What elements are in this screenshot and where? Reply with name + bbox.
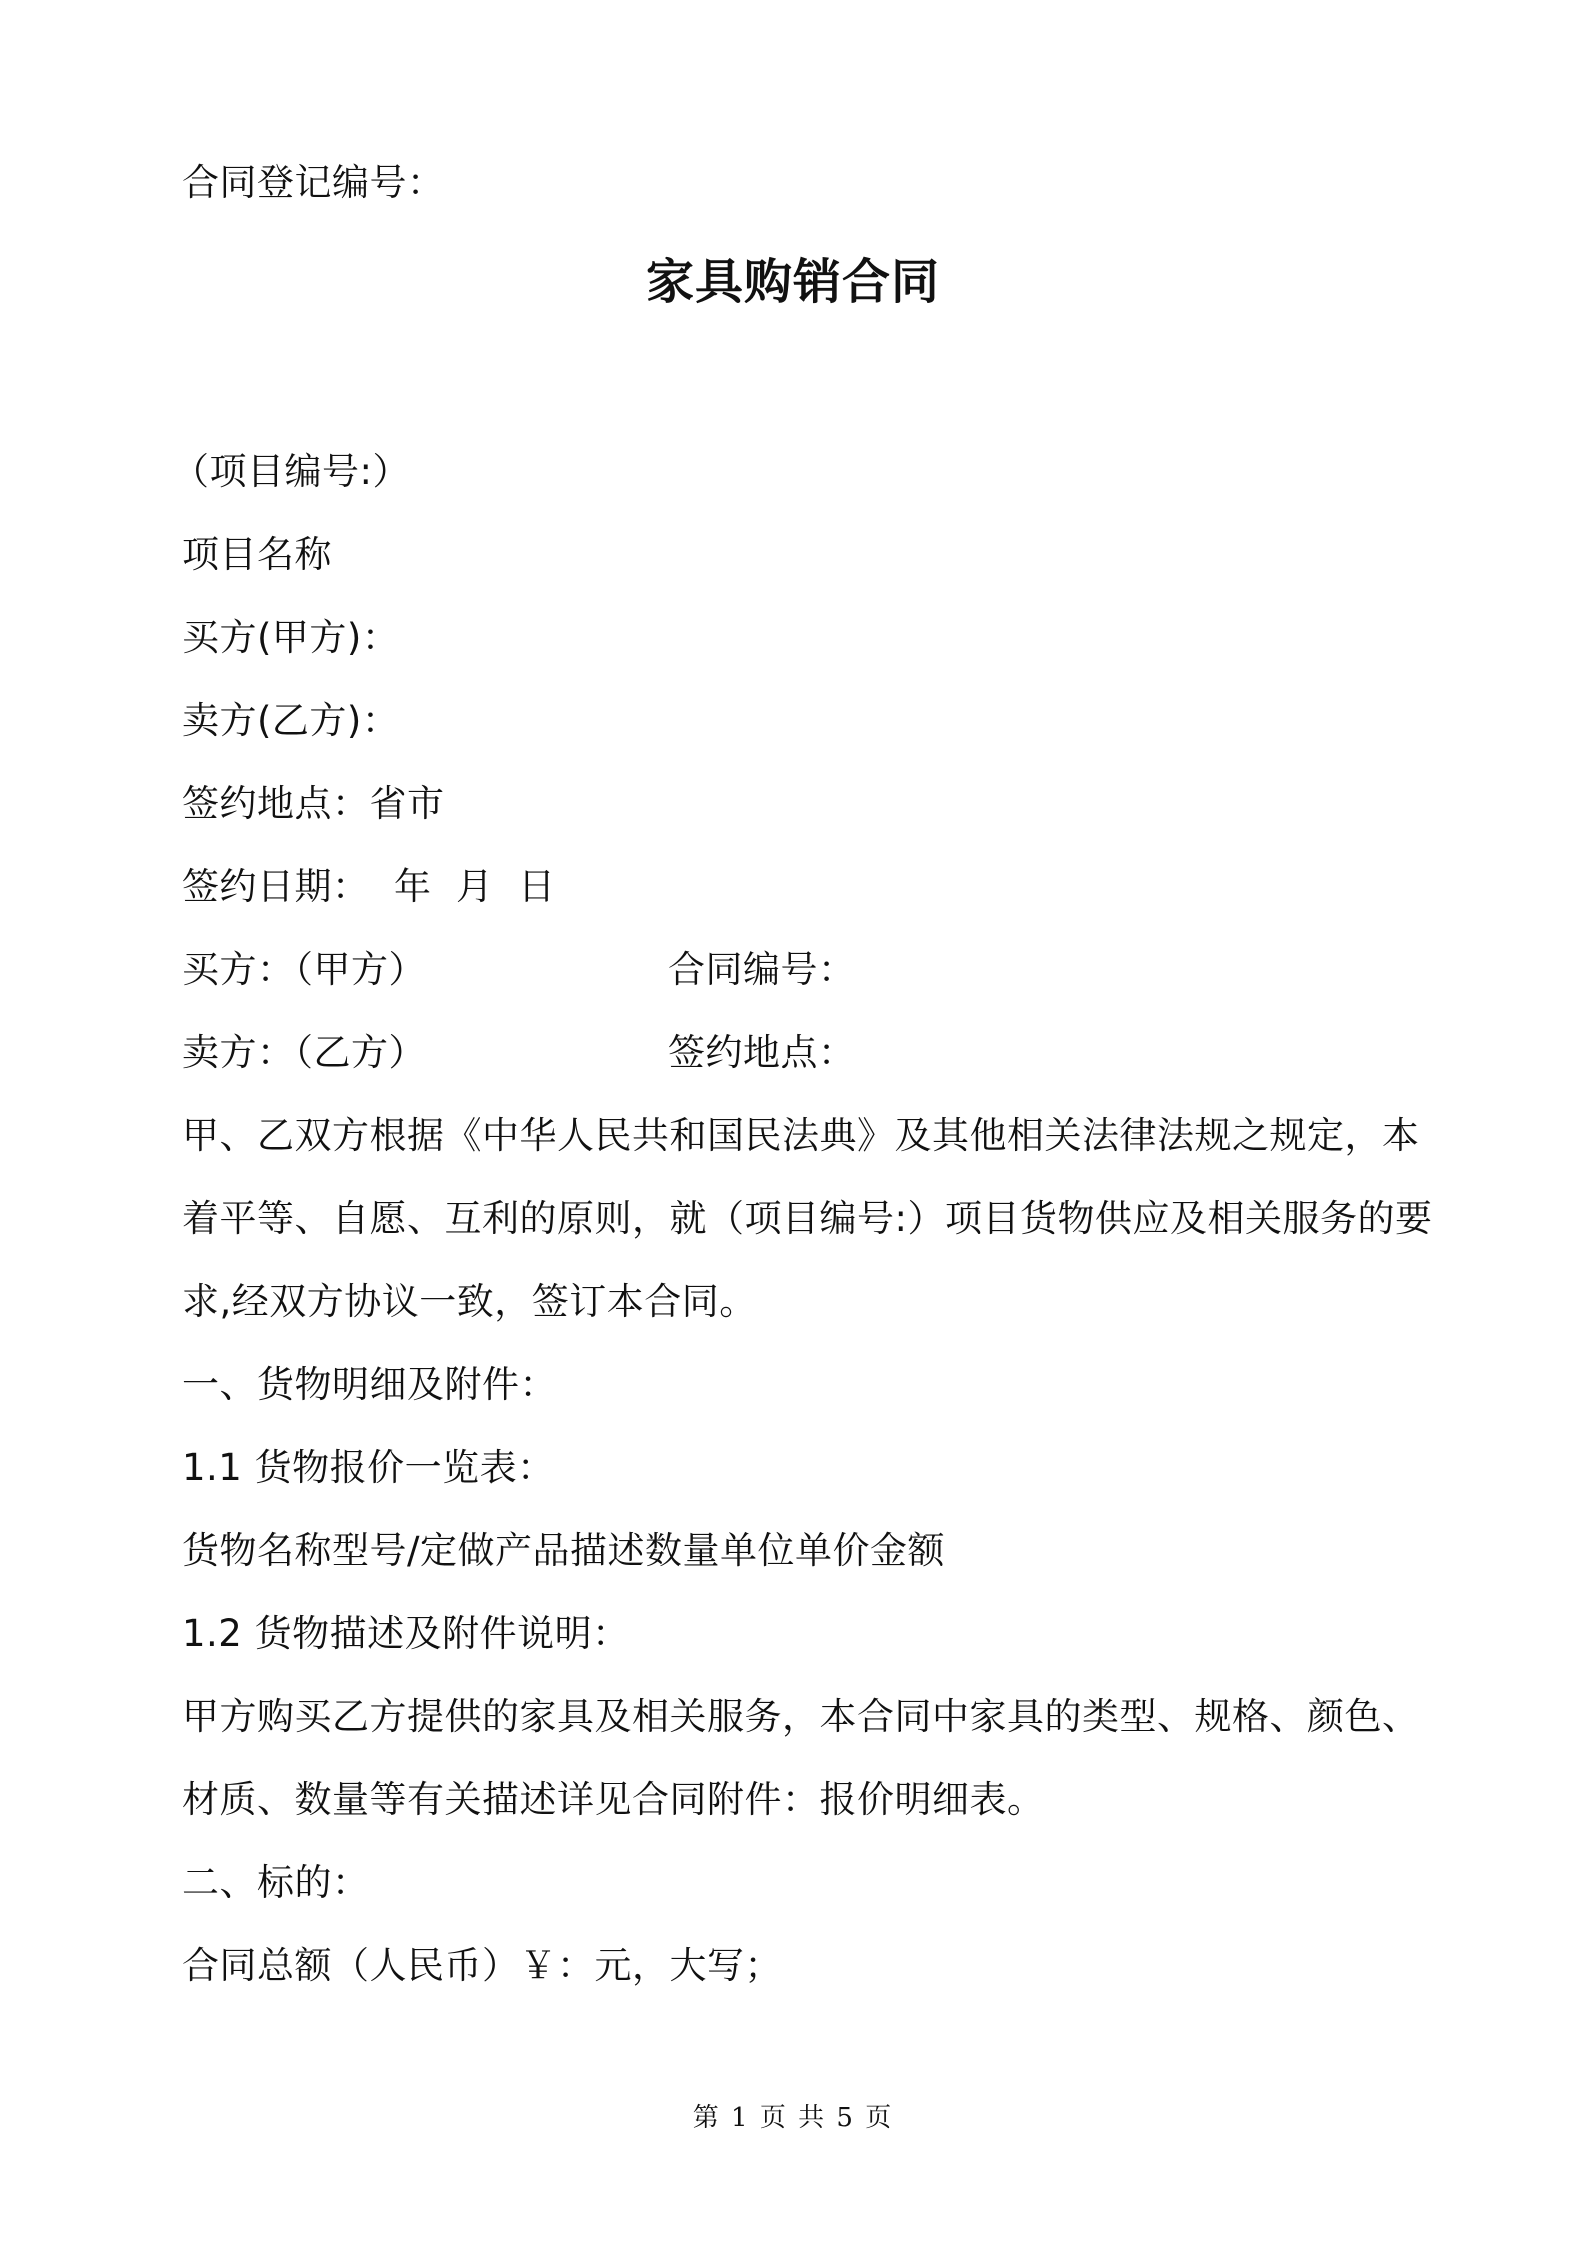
buyer-line: 买方(甲方)： bbox=[182, 616, 400, 659]
seller-short-line: 卖方：（乙方） bbox=[182, 1031, 426, 1074]
intro-paragraph-line-2: 着平等、自愿、互利的原则，就（项目编号:）项目货物供应及相关服务的要 bbox=[182, 1197, 1433, 1240]
section-1-heading: 一、货物明细及附件： bbox=[182, 1363, 557, 1406]
buyer-short-line: 买方：（甲方） bbox=[182, 948, 426, 991]
total-amount-line: 合同总额（人民币）￥：元，大写； bbox=[182, 1944, 782, 1987]
project-name-line: 项目名称 bbox=[182, 533, 332, 576]
section-2-heading: 二、标的： bbox=[182, 1861, 370, 1904]
goods-description-line-2: 材质、数量等有关描述详见合同附件：报价明细表。 bbox=[182, 1778, 1045, 1821]
intro-paragraph-line-1: 甲、乙双方根据《中华人民共和国民法典》及其他相关法律法规之规定，本 bbox=[182, 1114, 1420, 1157]
registration-number-label: 合同登记编号： bbox=[182, 161, 445, 204]
page-indicator: 第 1 页 共 5 页 bbox=[692, 2103, 894, 2133]
contract-number-line: 合同编号： bbox=[668, 948, 856, 991]
subsection-1-2-heading: 1.2 货物描述及附件说明： bbox=[182, 1612, 630, 1655]
sign-place-short-line: 签约地点： bbox=[668, 1031, 856, 1074]
intro-paragraph-line-3: 求,经双方协议一致，签订本合同。 bbox=[182, 1280, 757, 1323]
quote-table-columns: 货物名称型号/定做产品描述数量单位单价金额 bbox=[182, 1529, 945, 1572]
project-number-line: （项目编号:） bbox=[172, 450, 410, 493]
page-title: 家具购销合同 bbox=[645, 254, 940, 310]
sign-date-line: 签约日期： 年 月 日 bbox=[182, 865, 556, 908]
subsection-1-1-heading: 1.1 货物报价一览表： bbox=[182, 1446, 555, 1489]
sign-place-line: 签约地点：省市 bbox=[182, 782, 445, 825]
goods-description-line-1: 甲方购买乙方提供的家具及相关服务，本合同中家具的类型、规格、颜色、 bbox=[182, 1695, 1420, 1738]
seller-line: 卖方(乙方)： bbox=[182, 699, 400, 742]
